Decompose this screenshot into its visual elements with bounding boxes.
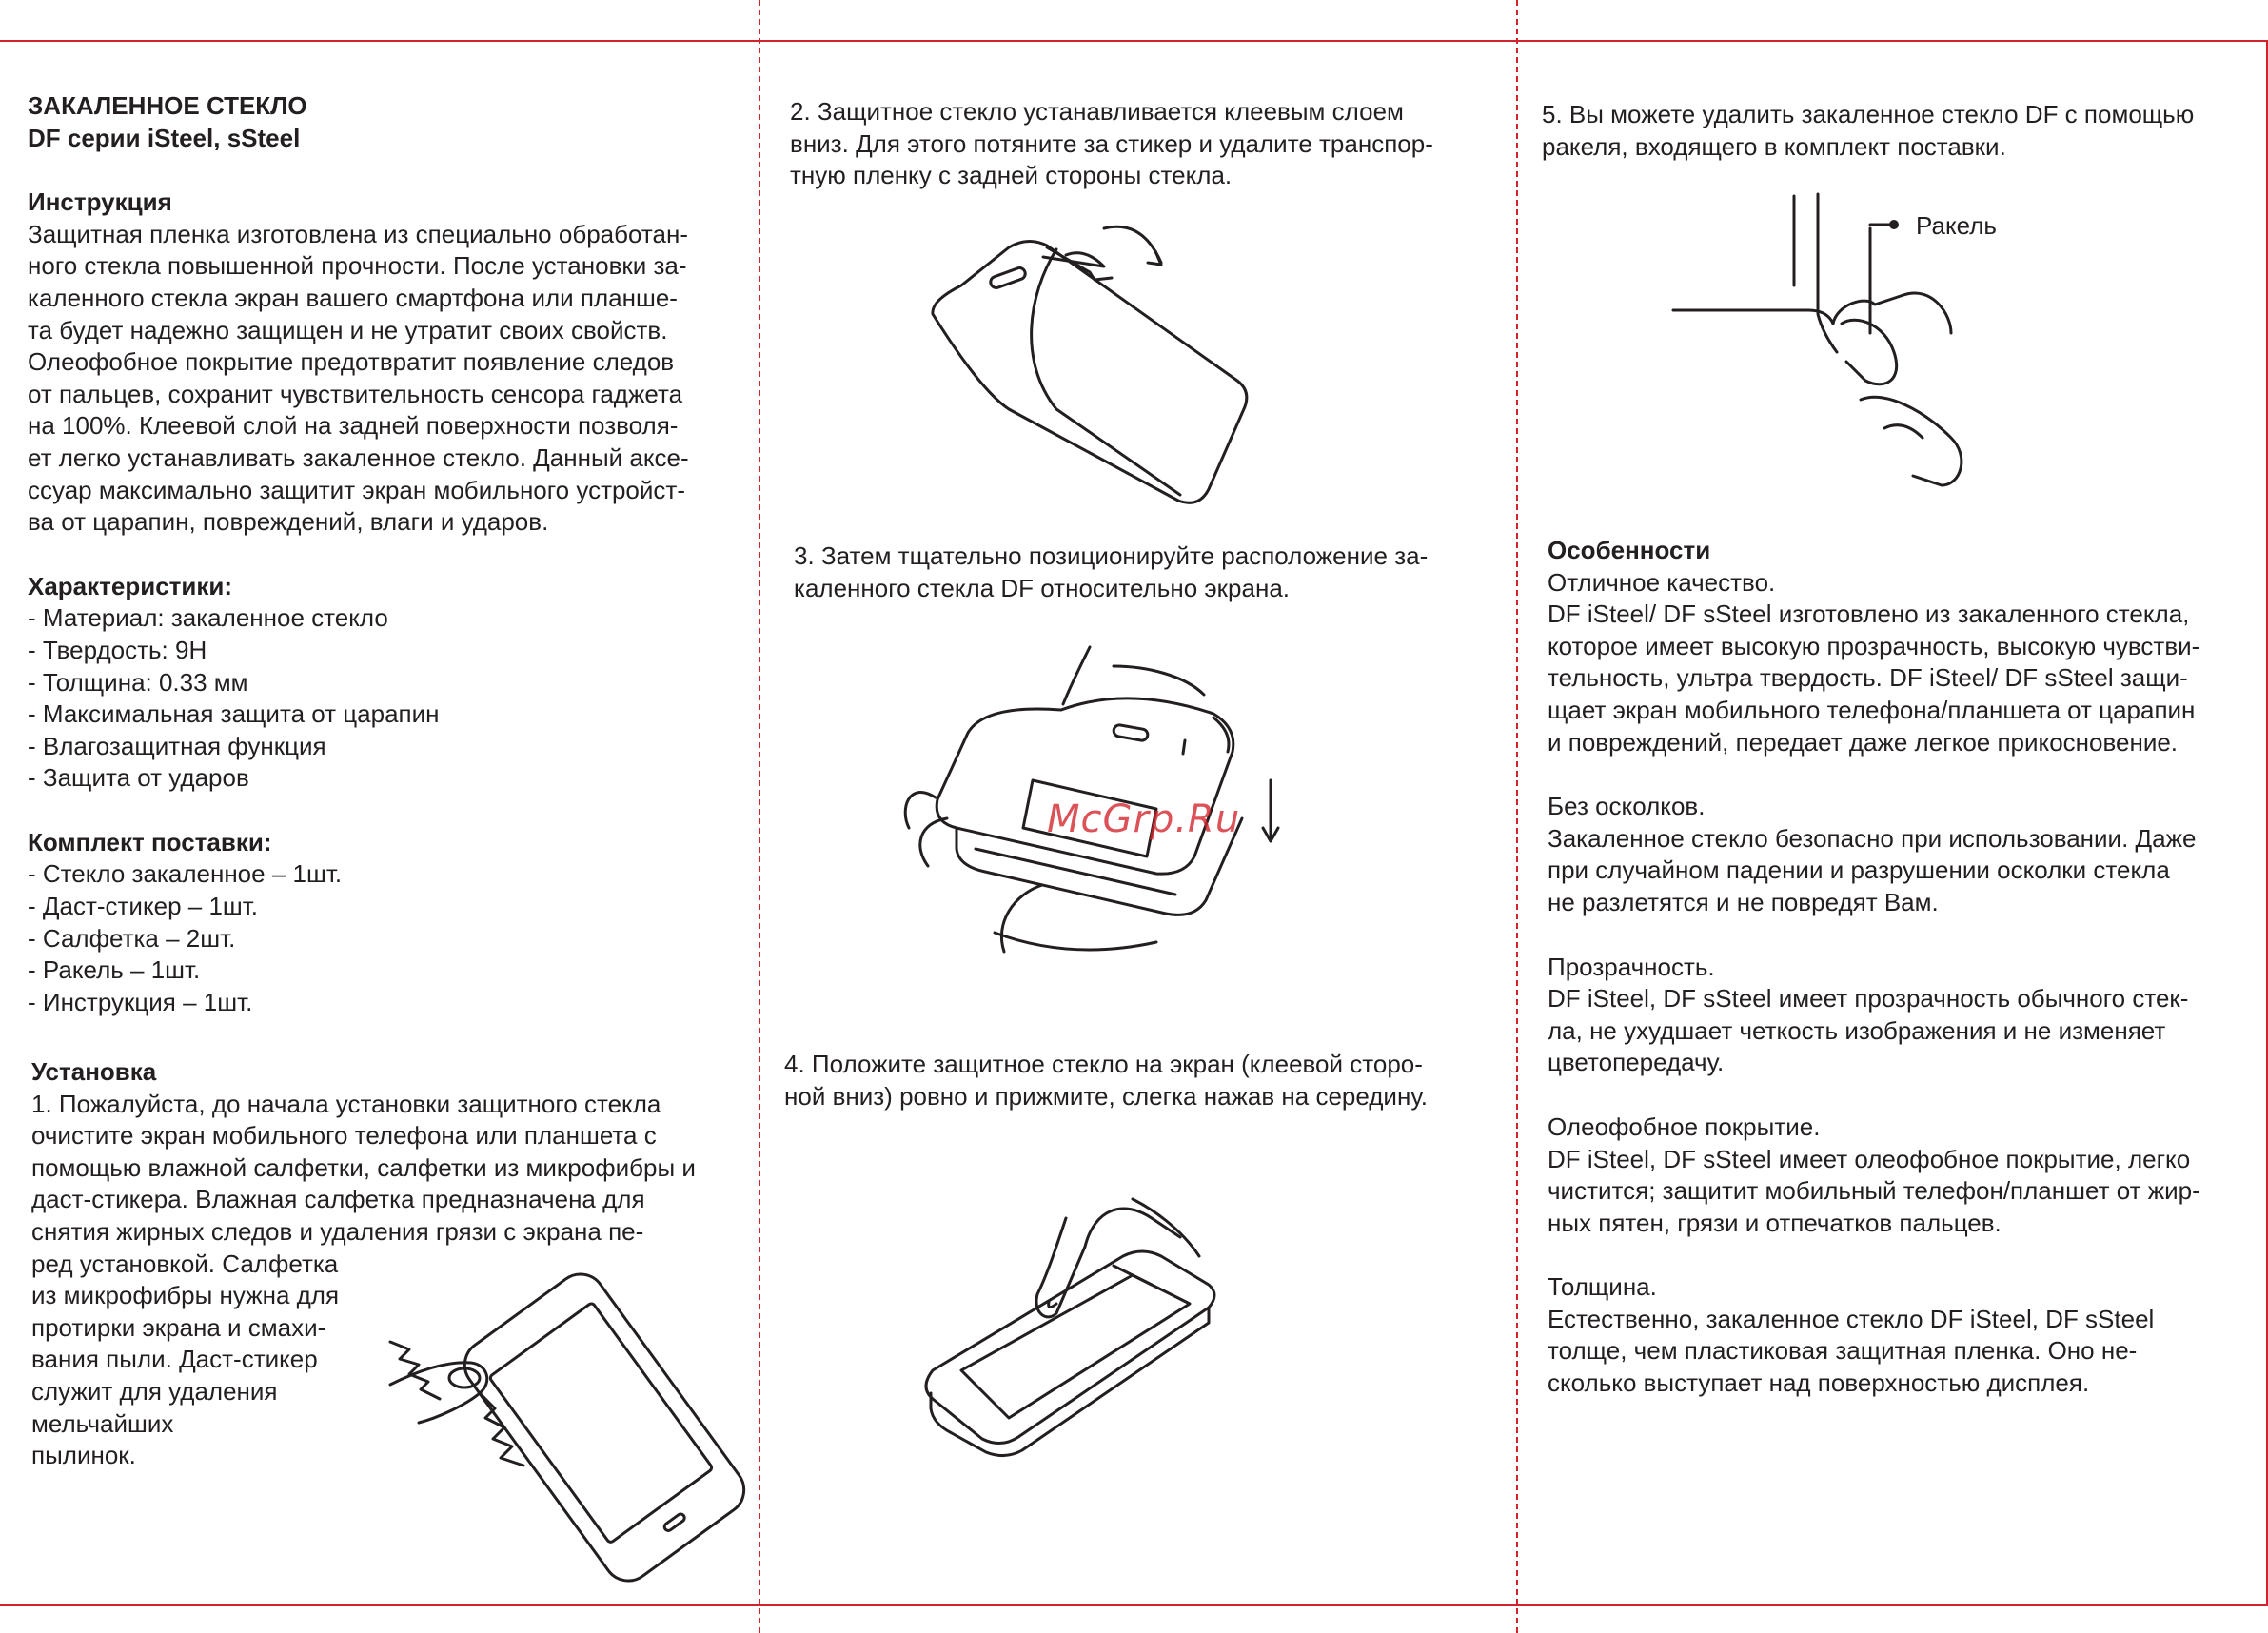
instr-line: на 100%. Клеевой слой на задней поверхности позволя- [28, 411, 679, 441]
spec-item: - Материал: закаленное стекло [28, 603, 388, 633]
spec-item: - Защита от ударов [28, 763, 249, 793]
spec-item: - Твердость: 9H [28, 635, 207, 664]
install-line: из микрофибры нужна для [31, 1281, 340, 1310]
phone-cleaning-illustration [381, 1275, 723, 1561]
spec-item: - Максимальная защита от царапин [28, 699, 440, 729]
feature-line: Без осколков. [1548, 792, 1706, 821]
feature-line: Естественно, закаленное стекло DF iSteel, DF sSteel [1548, 1304, 2155, 1333]
step2-line: тную пленку с задней стороны стекла. [790, 161, 1233, 190]
instr-line: ва от царапин, повреждений, влаги и ударов. [28, 507, 549, 537]
peel-film-illustration [923, 209, 1247, 514]
step4-line: 4. Положите защитное стекло на экран (клеевой сторо- [784, 1050, 1423, 1078]
spec-item: - Влагозащитная функция [28, 731, 326, 760]
specs-heading: Характеристики: [28, 571, 233, 600]
step-2-text [790, 96, 1494, 192]
title-line-2: DF серии iSteel, sSteel [28, 123, 301, 152]
feature-line: чистится; защитит мобильный телефон/планшет от жир- [1548, 1176, 2200, 1206]
install-heading: Установка [31, 1057, 157, 1086]
press-glass-illustration [895, 1180, 1256, 1466]
step2-line: вниз. Для этого потяните за стикер и удалите транспор- [790, 128, 1433, 158]
install-line: вания пыли. Даст-стикер [31, 1345, 318, 1374]
feature-line: которое имеет высокую прозрачность, высокую чувстви- [1548, 631, 2200, 660]
install-line: очистите экран мобильного телефона или планшета с [31, 1121, 657, 1151]
feature-line: DF iSteel/ DF sSteel изготовлено из закаленного стекла, [1548, 600, 2190, 629]
kit-item: - Ракель – 1шт. [28, 955, 201, 985]
feature-line: щает экран мобильного телефона/планшета от царапин [1548, 695, 2196, 724]
install-line: пылинок. [31, 1441, 136, 1470]
feature-line: Отличное качество. [1548, 567, 1776, 597]
install-line: даст-стикера. Влажная салфетка предназначена для [31, 1185, 645, 1214]
feature-line: ных пятен, грязи и отпечатков пальцев. [1548, 1208, 2002, 1237]
column-1 [28, 90, 732, 1018]
feature-line: толще, чем пластиковая защитная пленка. Оно не- [1548, 1336, 2138, 1366]
install-line: снятия жирных следов и удаления грязи с экрана пе- [31, 1216, 644, 1246]
feature-line: и повреждений, передает даже легкое прикосновение. [1548, 727, 2179, 757]
squeegee-label: Ракель [1916, 211, 1997, 240]
instr-line: Олеофобное покрытие предотвратит появление следов [28, 347, 675, 377]
feature-line: сколько выступает над поверхностью дисплея. [1548, 1368, 2090, 1398]
features-heading: Особенности [1548, 536, 1711, 564]
kit-item: - Стекло закаленное – 1шт. [28, 859, 343, 889]
instr-line: каленного стекла экран вашего смартфона или планше- [28, 283, 678, 312]
feature-line: DF iSteel, DF sSteel имеет олеофобное покрытие, легко [1548, 1144, 2191, 1173]
fold-line-left [759, 0, 760, 1633]
feature-line: DF iSteel, DF sSteel имеет прозрачность обычного стек- [1548, 984, 2189, 1013]
watermark: McGrp.Ru [1047, 797, 1241, 841]
install-line: служит для удаления [31, 1376, 278, 1406]
instruction-heading: Инструкция [28, 187, 172, 217]
step4-line: ной вниз) ровно и прижмите, слегка нажав на середину. [784, 1081, 1428, 1111]
instr-line: ссуар максимально защитит экран мобильного устройст- [28, 475, 685, 504]
feature-line: Прозрачность. [1548, 952, 1715, 981]
step-4-text [784, 1049, 1508, 1112]
instr-line: та будет надежно защищен и не утратит своих свойств. [28, 315, 668, 344]
kit-item: - Даст-стикер – 1шт. [28, 892, 259, 921]
install-line: помощью влажной салфетки, салфетки из микрофибры и [31, 1152, 696, 1182]
feature-line: при случайном падении и разрушении осколки стекла [1548, 856, 2170, 885]
step-5-text [1542, 99, 2246, 163]
install-line: 1. Пожалуйста, до начала установки защитного стекла [31, 1089, 661, 1118]
step5-line: ракеля, входящего в комплект поставки. [1542, 131, 2006, 161]
step3-line: 3. Затем тщательно позиционируйте расположение за- [794, 541, 1429, 570]
instr-line: ет легко устанавливать закаленное стекло. Данный аксе- [28, 443, 689, 472]
feature-line: Закаленное стекло безопасно при использовании. Даже [1548, 823, 2197, 853]
title-line-1: ЗАКАЛЕННОЕ СТЕКЛО [28, 91, 307, 120]
step5-line: 5. Вы можете удалить закаленное стекло DF с помощью [1542, 100, 2195, 128]
feature-line: цветопередачу. [1548, 1048, 1725, 1077]
kit-item: - Салфетка – 2шт. [28, 923, 236, 953]
install-line: протирки экрана и смахи- [31, 1312, 326, 1342]
feature-line: Олеофобное покрытие. [1548, 1112, 1821, 1141]
features-section [1548, 535, 2252, 1400]
feature-line: ла, не ухудшает четкость изображения и не изменяет [1548, 1015, 2166, 1045]
step-3-text [794, 541, 1498, 604]
install-line: ред установкой. Салфетка [31, 1249, 339, 1278]
squeegee-pointer-dot [1889, 220, 1899, 229]
spec-item: - Толщина: 0.33 мм [28, 667, 248, 697]
instr-line: Защитная пленка изготовлена из специально обработан- [28, 219, 689, 248]
step3-line: каленного стекла DF относительно экрана. [794, 573, 1291, 602]
instr-line: ного стекла повышенной прочности. После установки за- [28, 251, 687, 281]
install-line: мельчайших [31, 1408, 174, 1438]
kit-item: - Инструкция – 1шт. [28, 987, 253, 1016]
kit-heading: Комплект поставки: [28, 827, 272, 856]
fold-line-right [1516, 0, 1518, 1633]
feature-line: Толщина. [1548, 1272, 1657, 1302]
feature-line: тельность, ультра твердость. DF iSteel/ DF sSteel защи- [1548, 663, 2188, 693]
step2-line: 2. Защитное стекло устанавливается клеевым слоем [790, 97, 1404, 126]
feature-line: не разлетятся и не повредят Вам. [1548, 887, 1939, 916]
instr-line: от пальцев, сохранит чувствительность сенсора гаджета [28, 379, 683, 408]
